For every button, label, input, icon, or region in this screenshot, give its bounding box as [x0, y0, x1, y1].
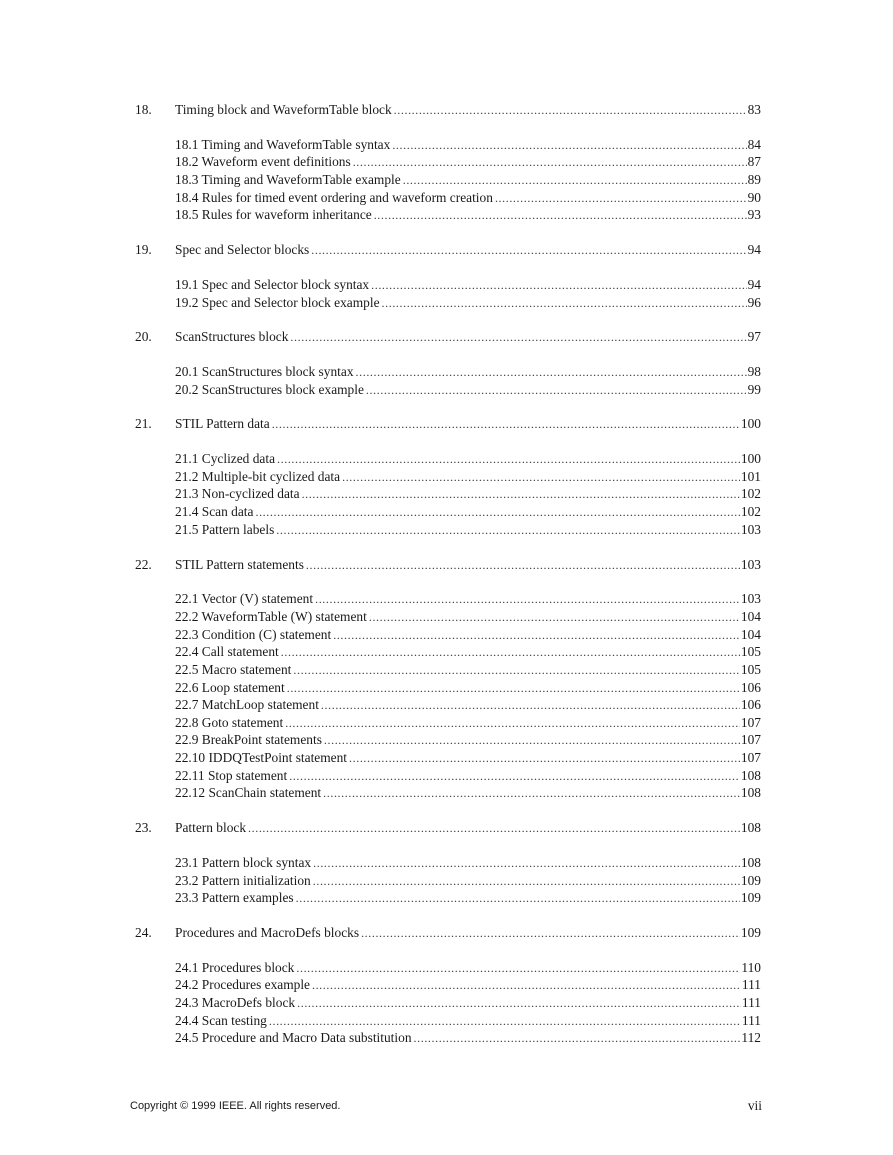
toc-entry-page[interactable]: 107: [740, 750, 761, 766]
toc-section-row[interactable]: [0, 889, 893, 907]
toc-entry[interactable]: [175, 854, 761, 872]
dot-leader: [374, 206, 747, 224]
toc-entry-page[interactable]: 111: [741, 995, 761, 1010]
dot-leader: [285, 714, 740, 732]
toc-section-row[interactable]: [0, 661, 893, 679]
toc-entry-title[interactable]: 23.3 Pattern examples: [175, 890, 294, 906]
toc-entry[interactable]: [175, 608, 761, 626]
toc-entry-page[interactable]: 100: [740, 451, 761, 467]
toc-entry-title[interactable]: 23.1 Pattern block syntax: [175, 854, 312, 870]
toc-entry-page[interactable]: 109: [740, 924, 761, 940]
toc-entry-title[interactable]: 21.5 Pattern labels: [175, 521, 275, 537]
toc-entry-title[interactable]: 18.2 Waveform event definitions: [175, 154, 351, 170]
toc-entry[interactable]: [175, 276, 761, 294]
toc-entry[interactable]: [175, 1012, 761, 1030]
toc-section-row[interactable]: [0, 696, 893, 714]
page-number: vii: [747, 1098, 762, 1113]
toc-entry-page[interactable]: 100: [740, 416, 761, 432]
dot-leader: [277, 450, 740, 468]
toc-chapter-row[interactable]: [0, 101, 893, 119]
toc-entry-page[interactable]: 106: [740, 679, 761, 695]
toc-entry-page[interactable]: 97: [747, 329, 761, 345]
toc-entry[interactable]: [175, 363, 761, 381]
dot-leader: [392, 136, 746, 154]
toc-entry[interactable]: [175, 679, 761, 697]
dot-leader: [296, 959, 740, 977]
toc-entry-title[interactable]: 22.4 Call statement: [175, 644, 279, 660]
toc-section-row[interactable]: [0, 1029, 893, 1047]
toc-section-row[interactable]: [0, 1012, 893, 1030]
toc-entry-page[interactable]: 108: [740, 785, 761, 801]
toc-entry-title[interactable]: STIL Pattern statements: [175, 556, 304, 572]
dot-leader: [353, 153, 747, 171]
dot-leader: [321, 696, 740, 714]
toc-entry-title[interactable]: 22.6 Loop statement: [175, 679, 285, 695]
copyright-notice: Copyright © 1999 IEEE. All rights reserved.: [130, 1100, 341, 1112]
toc-section-row[interactable]: [0, 872, 893, 890]
toc-entry-title[interactable]: 19.1 Spec and Selector block syntax: [175, 276, 370, 292]
toc-entry[interactable]: [175, 994, 761, 1012]
dot-leader: [403, 171, 747, 189]
toc-entry-title[interactable]: 20.2 ScanStructures block example: [175, 381, 364, 397]
toc-section-row[interactable]: [0, 959, 893, 977]
toc-entry-page[interactable]: 107: [740, 714, 761, 730]
dot-leader: [495, 189, 747, 207]
toc-entry[interactable]: [175, 731, 761, 749]
toc-section-row[interactable]: [0, 608, 893, 626]
toc-section-row[interactable]: [0, 731, 893, 749]
toc-entry-page[interactable]: 87: [747, 154, 761, 170]
toc-entry-title[interactable]: 23.2 Pattern initialization: [175, 872, 311, 888]
dot-leader: [333, 626, 740, 644]
toc-section-row[interactable]: [0, 714, 893, 732]
toc-entry-title[interactable]: 22.2 WaveformTable (W) statement: [175, 608, 367, 624]
toc-section-row[interactable]: [0, 590, 893, 608]
toc-entry-title[interactable]: 21.1 Cyclized data: [175, 451, 276, 467]
toc-chapter-row[interactable]: [0, 924, 893, 942]
toc-section-row[interactable]: [0, 626, 893, 644]
toc-chapter-row[interactable]: [0, 241, 893, 259]
toc-entry-title[interactable]: 20.1 ScanStructures block syntax: [175, 364, 354, 379]
toc-entry-title[interactable]: 18.3 Timing and WaveformTable example: [175, 172, 401, 188]
toc-entry[interactable]: [175, 381, 761, 399]
toc-entry[interactable]: [175, 101, 761, 119]
toc-entry[interactable]: [175, 556, 761, 574]
toc-section-row[interactable]: [0, 206, 893, 224]
toc-entry-title[interactable]: 22.10 IDDQTestPoint statement: [175, 750, 348, 766]
toc-entry-page[interactable]: 90: [747, 189, 761, 205]
toc-section-row[interactable]: [0, 468, 893, 486]
toc-entry-page[interactable]: 111: [741, 1012, 761, 1028]
toc-entry[interactable]: [175, 1029, 761, 1047]
toc-entry[interactable]: [175, 661, 761, 679]
toc-entry-page[interactable]: 111: [741, 977, 761, 993]
toc-entry-title[interactable]: 22.1 Vector (V) statement: [175, 591, 314, 607]
dot-leader: [382, 294, 747, 312]
toc-entry[interactable]: [175, 872, 761, 890]
toc-entry[interactable]: [175, 468, 761, 486]
dot-leader: [313, 872, 740, 890]
toc-entry-page[interactable]: 108: [740, 767, 761, 783]
toc-section-row[interactable]: [0, 976, 893, 994]
toc-section-row[interactable]: [0, 767, 893, 785]
dot-leader: [369, 608, 740, 626]
toc-entry[interactable]: [175, 749, 761, 767]
toc-entry-title[interactable]: 21.2 Multiple-bit cyclized data: [175, 468, 341, 484]
dot-leader: [311, 241, 746, 259]
toc-entry-page[interactable]: 84: [747, 136, 761, 152]
toc-entry-title[interactable]: 21.4 Scan data: [175, 504, 254, 520]
chapter-number: 22.: [135, 556, 152, 572]
toc-entry-title[interactable]: 18.4 Rules for timed event ordering and waveform creation: [175, 189, 493, 205]
toc-entry-title[interactable]: 24.4 Scan testing: [175, 1012, 267, 1028]
dot-leader: [349, 749, 740, 767]
dot-leader: [272, 415, 740, 433]
chapter-number: 24.: [135, 924, 152, 940]
toc-entry-title[interactable]: 24.3 MacroDefs block: [175, 995, 296, 1010]
page-footer: [130, 1098, 762, 1116]
toc-entry-page[interactable]: 103: [740, 591, 761, 607]
dot-leader: [324, 731, 740, 749]
toc-entry-title[interactable]: STIL Pattern data: [175, 416, 270, 432]
toc-chapter-row[interactable]: [0, 328, 893, 346]
dot-leader: [269, 1012, 741, 1030]
toc-section-row[interactable]: [0, 171, 893, 189]
dot-leader: [323, 784, 740, 802]
dot-leader: [302, 485, 740, 503]
toc-entry-title[interactable]: 22.9 BreakPoint statements: [175, 732, 322, 748]
dot-leader: [312, 976, 741, 994]
toc-entry-title[interactable]: 24.1 Procedures block: [175, 959, 295, 975]
toc-entry-page[interactable]: 112: [741, 1030, 761, 1046]
toc-entry-page[interactable]: 103: [740, 521, 761, 537]
toc-entry-title[interactable]: Pattern block: [175, 820, 247, 836]
toc-entry-title[interactable]: 22.7 MatchLoop statement: [175, 697, 319, 713]
toc-entry-page[interactable]: 109: [740, 890, 761, 906]
toc-entry[interactable]: [175, 819, 761, 837]
toc-entry[interactable]: [175, 189, 761, 207]
toc-entry-title[interactable]: 22.5 Macro statement: [175, 661, 292, 677]
chapter-number: 19.: [135, 242, 152, 258]
toc-entry[interactable]: [175, 171, 761, 189]
toc-entry[interactable]: [175, 206, 761, 224]
toc-section-row[interactable]: [0, 136, 893, 154]
toc-entry-page[interactable]: 103: [740, 556, 761, 572]
toc-entry-page[interactable]: 107: [740, 732, 761, 748]
toc-entry[interactable]: [175, 503, 761, 521]
toc-entry-page[interactable]: 96: [747, 294, 761, 310]
toc-section-row[interactable]: [0, 784, 893, 802]
toc-entry[interactable]: [175, 521, 761, 539]
toc-entry-title[interactable]: 21.3 Non-cyclized data: [175, 486, 300, 502]
toc-entry-page[interactable]: 109: [740, 872, 761, 888]
dot-leader: [342, 468, 740, 486]
toc-entry-page[interactable]: 98: [747, 364, 761, 379]
dot-leader: [394, 101, 747, 119]
toc-entry-page[interactable]: 110: [741, 959, 761, 975]
dot-leader: [414, 1029, 741, 1047]
toc-entry[interactable]: [175, 590, 761, 608]
toc-entry-title[interactable]: 18.5 Rules for waveform inheritance: [175, 207, 372, 223]
chapter-number: 23.: [135, 820, 152, 836]
toc-entry[interactable]: [175, 415, 761, 433]
toc-entry-page[interactable]: 101: [740, 468, 761, 484]
dot-leader: [287, 679, 740, 697]
toc-chapter-row[interactable]: [0, 819, 893, 837]
toc-entry[interactable]: [175, 328, 761, 346]
toc-entry[interactable]: [175, 767, 761, 785]
dot-leader: [313, 854, 740, 872]
toc-entry[interactable]: [175, 626, 761, 644]
toc-entry-title[interactable]: 22.3 Condition (C) statement: [175, 626, 332, 642]
dot-leader: [290, 328, 746, 346]
toc-section-row[interactable]: [0, 854, 893, 872]
dot-leader: [361, 924, 740, 942]
toc-entry-page[interactable]: 94: [747, 276, 761, 292]
toc-entry-title[interactable]: Timing block and WaveformTable block: [175, 102, 392, 117]
toc-entry-page[interactable]: 102: [740, 486, 761, 502]
toc-entry[interactable]: [175, 959, 761, 977]
toc-entry[interactable]: [175, 643, 761, 661]
toc-entry-page[interactable]: 104: [740, 626, 761, 642]
toc-section-row[interactable]: [0, 994, 893, 1012]
toc-entry-page[interactable]: 83: [747, 102, 761, 117]
dot-leader: [296, 889, 740, 907]
chapter-number: 20.: [135, 329, 152, 345]
toc-chapter-row[interactable]: [0, 556, 893, 574]
toc-entry[interactable]: [175, 696, 761, 714]
dot-leader: [356, 363, 747, 381]
toc-entry-page[interactable]: 106: [740, 697, 761, 713]
toc-entry-page[interactable]: 108: [740, 854, 761, 870]
toc-entry-title[interactable]: 19.2 Spec and Selector block example: [175, 294, 380, 310]
dot-leader: [276, 521, 740, 539]
dot-leader: [371, 276, 746, 294]
toc-section-row[interactable]: [0, 521, 893, 539]
toc-section-row[interactable]: [0, 749, 893, 767]
dot-leader: [289, 767, 740, 785]
toc-entry-page[interactable]: 102: [740, 504, 761, 520]
toc-entry-title[interactable]: 22.12 ScanChain statement: [175, 785, 322, 801]
toc-entry-page[interactable]: 99: [747, 381, 761, 397]
toc-entry-title[interactable]: Procedures and MacroDefs blocks: [175, 924, 360, 940]
toc-entry[interactable]: [175, 784, 761, 802]
toc-section-row[interactable]: [0, 276, 893, 294]
toc-section-row[interactable]: [0, 485, 893, 503]
toc-entry[interactable]: [175, 294, 761, 312]
toc-chapter-row[interactable]: [0, 415, 893, 433]
dot-leader: [297, 994, 741, 1012]
dot-leader: [315, 590, 740, 608]
toc-entry-page[interactable]: 89: [747, 172, 761, 188]
toc-section-row[interactable]: [0, 381, 893, 399]
toc-section-row[interactable]: [0, 503, 893, 521]
dot-leader: [293, 661, 740, 679]
toc-entry-page[interactable]: 105: [740, 644, 761, 660]
toc-entry-title[interactable]: 22.11 Stop statement: [175, 767, 288, 783]
toc-entry[interactable]: [175, 485, 761, 503]
toc-entry-title[interactable]: Spec and Selector blocks: [175, 242, 310, 258]
toc-section-row[interactable]: [0, 679, 893, 697]
toc-entry-title[interactable]: 18.1 Timing and WaveformTable syntax: [175, 136, 391, 152]
toc-section-row[interactable]: [0, 643, 893, 661]
toc-entry-title[interactable]: 22.8 Goto statement: [175, 714, 284, 730]
dot-leader: [366, 381, 747, 399]
toc-entry-page[interactable]: 105: [740, 661, 761, 677]
dot-leader: [306, 556, 740, 574]
dot-leader: [255, 503, 739, 521]
toc-entry-title[interactable]: ScanStructures block: [175, 329, 289, 345]
dot-leader: [248, 819, 740, 837]
toc-entry-page[interactable]: 104: [740, 608, 761, 624]
toc-entry[interactable]: [175, 136, 761, 154]
toc-section-row[interactable]: [0, 189, 893, 207]
toc-section-row[interactable]: [0, 450, 893, 468]
toc-entry[interactable]: [175, 450, 761, 468]
toc-section-row[interactable]: [0, 294, 893, 312]
toc-entry-page[interactable]: 94: [747, 242, 761, 258]
chapter-number: 18.: [135, 102, 152, 117]
toc-entry[interactable]: [175, 924, 761, 942]
toc-entry[interactable]: [175, 714, 761, 732]
toc-entry-title[interactable]: 24.2 Procedures example: [175, 977, 310, 993]
toc-entry-page[interactable]: 93: [747, 207, 761, 223]
toc-entry[interactable]: [175, 976, 761, 994]
toc-entry-page[interactable]: 108: [740, 820, 761, 836]
toc-entry[interactable]: [175, 241, 761, 259]
toc-entry[interactable]: [175, 153, 761, 171]
dot-leader: [281, 643, 740, 661]
chapter-number: 21.: [135, 416, 152, 432]
toc-section-row[interactable]: [0, 363, 893, 381]
toc-entry-title[interactable]: 24.5 Procedure and Macro Data substitution: [175, 1030, 412, 1046]
toc-entry[interactable]: [175, 889, 761, 907]
toc-section-row[interactable]: [0, 153, 893, 171]
